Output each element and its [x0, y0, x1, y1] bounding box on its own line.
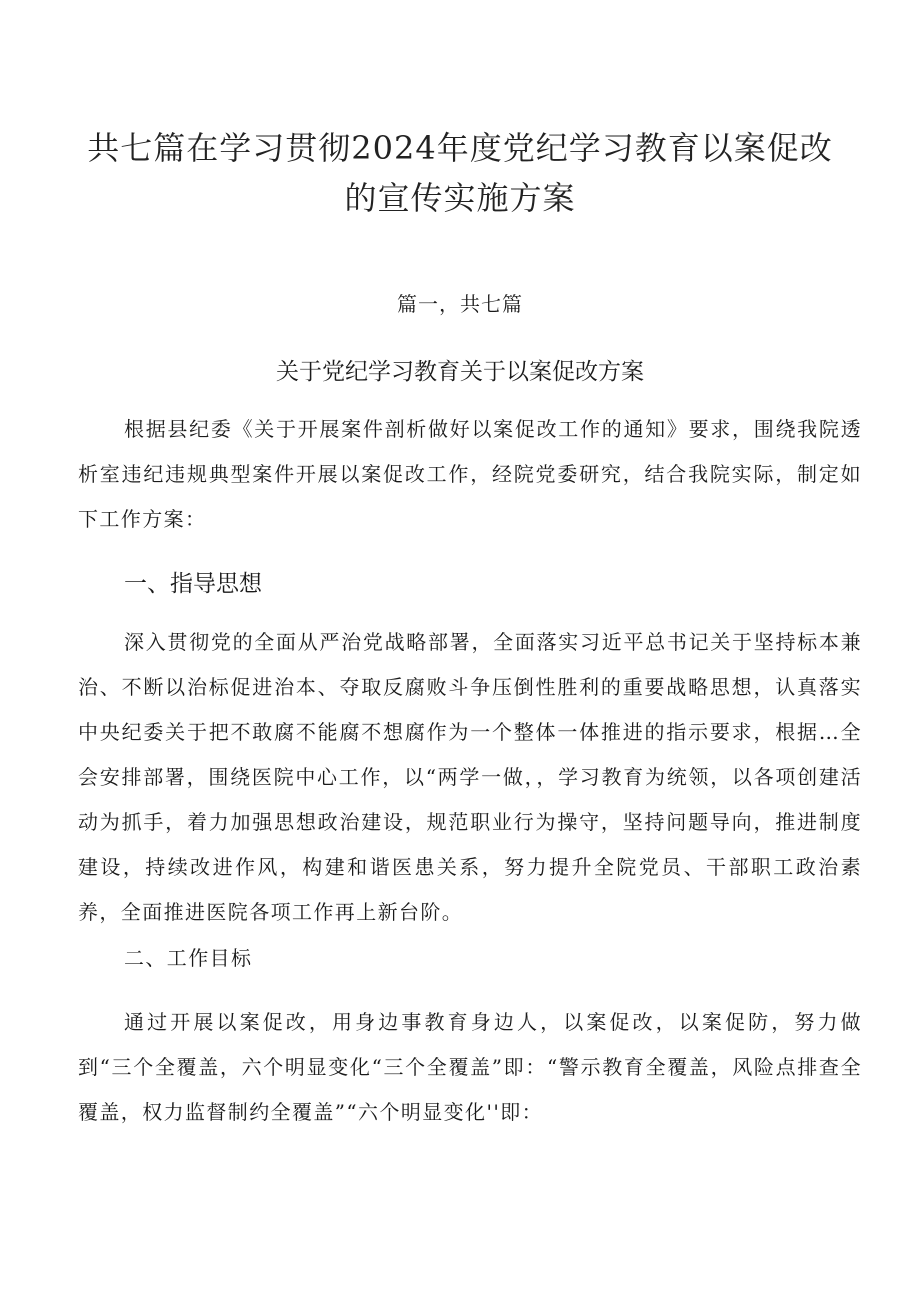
section-1-heading: 一、指导思想 — [124, 571, 262, 597]
section-2-heading: 二、工作目标 — [124, 946, 253, 970]
title-line-1: 共七篇在学习贯彻2024年度党纪学习教育以案促改 — [87, 129, 833, 167]
section-2-paragraph: 通过开展以案促改，用身边事教育身边人，以案促改，以案促防，努力做到“三个全覆盖，六个明显变化“三个全覆盖”即：“警示教育全覆盖，风险点排查全覆盖，权力监督制约全覆盖”“六个明显变化''即： — [78, 1010, 862, 1124]
document-subtitle: 关于党纪学习教育关于以案促改方案 — [276, 359, 644, 385]
title-line-2: 的宣传实施方案 — [344, 179, 576, 217]
intro-paragraph: 根据县纪委《关于开展案件剖析做好以案促改工作的通知》要求，围绕我院透析室违纪违规典型案件开展以案促改工作，经院党委研究，结合我院实际，制定如下工作方案： — [78, 417, 862, 531]
section-1-paragraph: 深入贯彻党的全面从严治党战略部署，全面落实习近平总书记关于坚持标本兼治、不断以治标促进治本、夺取反腐败斗争压倒性胜利的重要战略思想，认真落实中央纪委关于把不敢腐不能腐不想腐作为一个整体一体推进的指示要求，根据…全会安排部署，围绕医院中心工作，以“两学一做，，学习教育为统领，以各项创建活动为抓手，着力加强思想政治建设，规范职业行为操守，坚持问题导向，推进制度建设，持续改进作风，构建和谐医患关系，努力提升全院党员、干部职工政治素养，全面推进医院各项工作再上新台阶。 — [78, 630, 862, 924]
part-label: 篇一，共七篇 — [397, 292, 523, 316]
document-title — [60, 123, 860, 223]
